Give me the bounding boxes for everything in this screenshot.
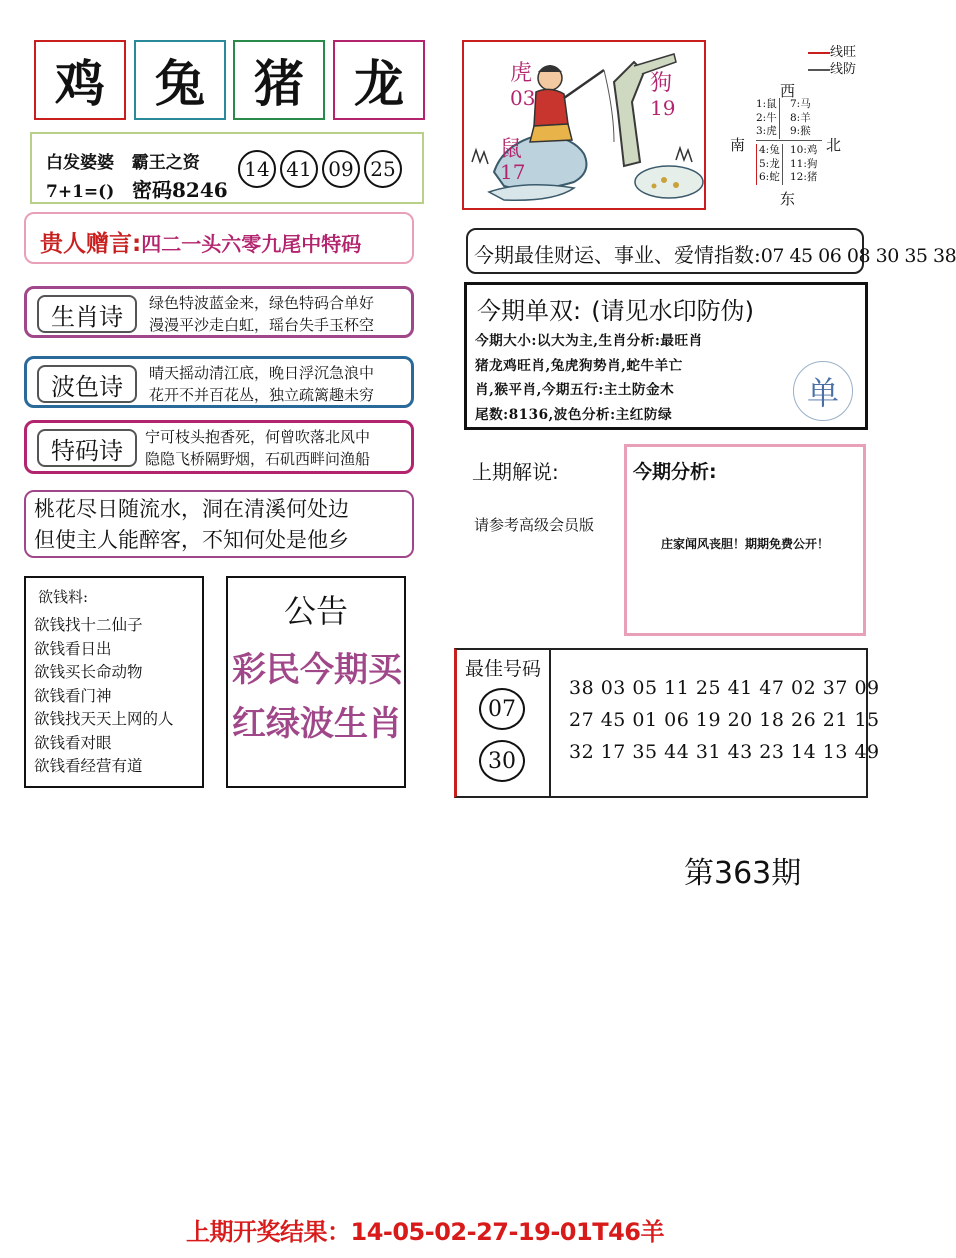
compass-cell: 9:猴 [790,125,811,137]
tip-balls [238,150,402,188]
legend-line-icon [808,52,830,54]
zodiac-char: 猪 [254,55,304,113]
poem-line: 宁可枝头抱香死，何曾吹落北风中 [145,428,371,446]
tip-equation: 7+1=() [46,182,115,202]
compass-cell: 5:龙 [759,157,780,170]
compass-cell: 1:鼠 [756,98,777,110]
money-riddle-box [24,576,204,788]
compass-east: 东 [780,190,796,208]
last-explain-title: 上期解说: [472,460,559,484]
guiren-text: 四二一头六零九尾中特码 [141,232,362,256]
poem-box-zodiac [24,286,414,338]
notice-line-1: 彩民今期买 [232,650,402,690]
fortune-numbers: 07 45 06 08 30 35 38 [760,245,956,267]
zodiac-box-4 [333,40,425,120]
picture-dog-label: 狗 [650,71,673,96]
money-item: 欲钱看对眼 [34,733,112,752]
best-divider [549,650,551,796]
money-item: 欲钱看门神 [34,686,112,705]
zodiac-box-3 [233,40,325,120]
danshuang-note: (请见水印防伪) [591,297,754,325]
zodiac-box-1 [34,40,126,120]
danshuang-title: 今期单双: [477,297,582,325]
last-explain-text: 请参考高级会员版 [474,516,595,534]
zodiac-char: 兔 [155,55,205,113]
compass-west: 西 [780,82,796,100]
picture-tiger-number: 03 [510,86,536,110]
money-item: 欲钱看日出 [34,639,112,658]
poem-box-wave [24,356,414,408]
danshuang-line: 肖,猴平肖,今期五行:主土防金木 [475,382,675,398]
money-item: 欲钱买长命动物 [34,663,143,681]
poem-line: 晴天摇动清江底，晚日浮沉急浪中 [149,364,375,382]
poem-box-special [24,420,414,474]
last-result: 上期开奖结果：14-05-02-27-19-01T46羊 [186,1218,664,1246]
notice-box [226,576,406,788]
picture-rat-number: 17 [500,160,526,184]
compass-grid [756,98,822,186]
compass-north: 北 [826,136,842,154]
zodiac-picture [462,40,706,210]
number-ball: 14 [238,150,276,188]
compass-cell: 2:牛 [756,111,777,124]
zodiac-char: 鸡 [55,55,105,113]
best-numbers-box [454,648,880,798]
best-number-row: 38 03 05 11 25 41 47 02 37 09 [569,677,880,699]
compass-cell: 3:虎 [756,125,777,137]
legend-wang: 线旺 [830,45,857,60]
picture-tiger-label: 虎 [510,61,533,86]
poem-line: 漫漫平沙走白虹，瑶台失手玉杯空 [149,316,375,334]
poem-label: 特码诗 [37,429,137,467]
money-item: 欲钱找天天上网的人 [34,710,174,728]
compass-cell: 6:蛇 [759,171,780,183]
poem-line: 隐隐飞桥隔野烟，石矶西畔问渔船 [145,450,371,468]
analysis-title: 今期分析: [633,461,717,483]
danshuang-line: 今期大小:以大为主,生肖分析:最旺肖 [475,333,703,349]
money-item: 欲钱找十二仙子 [34,616,143,634]
danshuang-box [464,282,868,430]
issue-number: 第363期 [684,856,802,891]
guiren-label: 贵人赠言: [40,231,142,257]
legend-fang: 线防 [830,62,857,77]
analysis-text: 庄家闻风丧胆！期期免费公开！ [660,537,829,551]
number-ball: 09 [322,150,360,188]
big-poem-line: 但使主人能醉客，不知何处是他乡 [34,528,349,552]
compass-cell: 11:狗 [790,157,818,170]
compass-cell: 12:猪 [790,171,818,183]
best-ball: 07 [479,688,525,730]
analysis-box [624,444,866,636]
zodiac-box-2 [134,40,226,120]
danshuang-line: 猪龙鸡旺肖,兔虎狗势肖,蛇牛羊亡 [475,357,683,374]
best-ball: 30 [479,740,525,782]
fortune-label: 今期最佳财运、事业、爱情指数: [474,243,761,267]
poem-label: 生肖诗 [37,295,137,333]
picture-dog-number: 19 [650,96,676,120]
number-ball: 41 [280,150,318,188]
big-poem-line: 桃花尽日随流水，洞在清溪何处边 [34,497,349,521]
tip-riddle-1: 白发婆婆 [46,153,114,173]
best-number-row: 27 45 01 06 19 20 18 26 21 15 [569,709,880,731]
compass-legend [808,44,856,78]
stamp-text: 单 [806,374,839,412]
compass-divider [756,140,822,141]
legend-line-icon [808,69,830,71]
compass-south: 南 [730,136,746,154]
danshuang-line: 尾数:8136,波色分析:主红防绿 [475,406,673,423]
money-title: 欲钱料: [38,588,89,606]
watermark-stamp [793,361,853,421]
poem-label: 波色诗 [37,365,137,403]
compass-cell: 10:鸡 [790,144,818,156]
big-poem-box [24,490,414,558]
compass-cell: 8:羊 [790,111,811,124]
zodiac-char: 龙 [354,55,404,113]
poem-line: 绿色特波蓝金来，绿色特码合单好 [149,294,375,312]
best-label: 最佳号码 [465,658,542,680]
guiren-box [24,212,414,264]
notice-title: 公告 [283,592,348,630]
number-ball: 25 [364,150,402,188]
compass-cell: 4:兔 [759,144,780,156]
fortune-box [466,228,956,274]
best-number-row: 32 17 35 44 31 43 23 14 13 49 [569,741,880,763]
notice-line-2: 红绿波生肖 [232,704,402,744]
picture-rat-label: 鼠 [500,137,523,162]
compass-cell: 7:马 [790,98,811,110]
tip-riddle-2: 霸王之资 [131,153,200,173]
money-item: 欲钱看经营有道 [34,757,143,775]
poem-line: 花开不并百花丛，独立疏篱趣未穷 [149,386,375,404]
tip-password: 密码8246 [132,178,228,202]
